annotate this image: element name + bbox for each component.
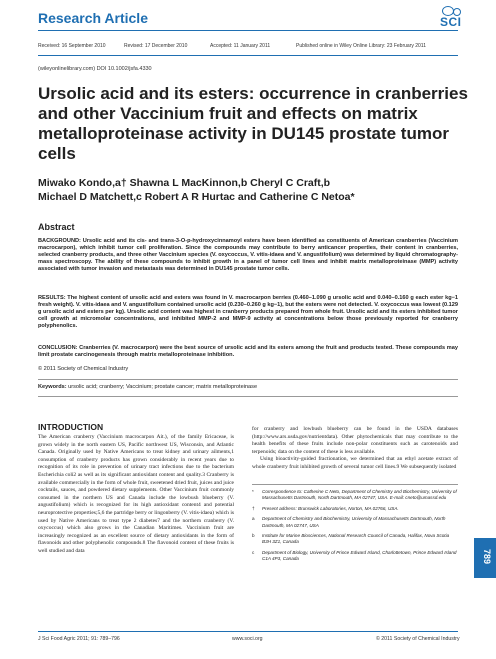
- author-list: [38, 176, 468, 204]
- journal-header: [0, 0, 496, 28]
- note-mark: c: [252, 549, 255, 555]
- revised-date: Revised: 17 December 2010: [124, 43, 188, 49]
- header-divider: [38, 30, 458, 31]
- abstract-copyright: © 2011 Society of Chemical Industry: [38, 366, 129, 372]
- note-mark: †: [252, 505, 255, 511]
- note-mark: *: [252, 489, 254, 494]
- accepted-date: Accepted: 11 January 2011: [210, 43, 271, 49]
- logo-text: SCI: [440, 15, 462, 29]
- footer-website[interactable]: www.soci.org: [232, 636, 263, 642]
- abstract-conclusion: CONCLUSION: Cranberries (V. macrocarpon) were the best source of ursolic acid and its esters among the fruit and products tested. These compounds may limit prostate carcinogenesis through matrix metalloproteinase inhibition.: [38, 345, 458, 358]
- author-notes: [252, 489, 458, 567]
- keywords-bottom-divider: [38, 396, 458, 397]
- authors-line-1: Miwako Kondo,a† Shawna L MacKinnon,b Cheryl C Craft,b: [38, 177, 331, 189]
- note-affiliation-c: [252, 550, 458, 563]
- note-text: Present address: Brunswick Laboratories, Norton, MA 02766, USA.: [262, 505, 399, 511]
- page-number-tab: [474, 538, 496, 578]
- footer-journal: J Sci Food Agric 2011; 91: 789–796: [38, 636, 120, 642]
- introduction-paragraph-1: The American cranberry (Vaccinium macrocarpon Ait.), of the family Ericaceae, is grown widely in the north eastern US, Pacific northwest US, Wisconsin, and Atlantic Canada. Originally used by Native Americans to treat kidney and urinary ailments,1 consumption of cranberry products has grown considerably in recent years due to recognition of its role in prevention of urinary tract infections due to the bacterium Escherichia coli2 as well as its significant antioxidant content and quality.3 Cranberry is available commercially in the form of whole fruit, sweetened dried fruit, juices and juice cocktails, sauces, and powdered dietary supplements. Other Vaccinium fruit commonly consumed in the northern US and Canada include the lowbush blueberry (V. angustifolium) which is recognized for its high antioxidant content4 and potential neuroprotective properties;5,6 the partridge berry or lingonberry (V. vitis-idaea) which is used by Native Americans to treat type 2 diabetes7 and the northern cranberry (V. oxycoccus) which also grows in the Canadian Maritimes. Vaccinium fruit are increasingly recognized as an excellent source of dietary antioxidants in the form of flavonoids and other polyphenolic compounds.8 The flavonoid content of these fruits is well studied and data: [38, 434, 234, 554]
- abstract-background: BACKGROUND: Ursolic acid and its cis- and trans-3-O-p-hydroxycinnamoyl esters have been identified as constituents of American cranberries (Vaccinium macrocarpon), which inhibit tumor cell proliferation. Since the compounds may contribute to berry anticancer properties, their content in cranberries, selected cranberry products, and three other Vaccinium species (V. oxycoccus, V. vitis-idaea and V. angustifolium) was determined by liquid chromatography-mass spectroscopy. The ability of these compounds to inhibit growth in a panel of tumor cell lines and inhibit matrix metalloproteinase (MMP) activity associated with tumor invasion and metastasis was determined in DU145 prostate tumor cells.: [38, 238, 458, 272]
- note-mark: b: [252, 533, 255, 539]
- introduction-paragraph-1-continued: for cranberry and lowbush blueberry can be found in the USDA databases (http://www.ars.usda.gov/nutrientdata). Other phytochemicals that may contribute to the health benefits of these fruits include non-polar constituents such as carotenoids and terpenoids; data on the content of these is less available.: [252, 426, 458, 455]
- note-affiliation-a: [252, 516, 458, 529]
- introduction-paragraph-2: Using bioactivity-guided fractionation, we determined that an ethyl acetate extract of whole cranberry fruit inhibited growth of several tumor cell lines.9 We subsequently isolated: [252, 456, 458, 470]
- note-text: Department of Biology, University of Prince Edward Island, Charlottetown, Prince Edward Island C1A 4P3, Canada: [262, 549, 457, 562]
- footer-divider: [38, 631, 458, 632]
- note-text: Department of Chemistry and Biochemistry, University of Massachusetts Dartmouth, North Dartmouth, MA 02747, USA: [262, 516, 446, 528]
- section-label: Research Article: [38, 10, 148, 26]
- note-affiliation-b: [252, 533, 458, 546]
- authors-line-2: Michael D Matchett,c Robert A R Hurtac and Catherine C Netoa*: [38, 191, 355, 203]
- introduction-left-column: [38, 434, 234, 556]
- published-date: Published online in Wiley Online Library: 23 February 2011: [296, 43, 426, 49]
- note-text: Correspondence to: Catherine C Neto, Department of Chemistry and Biochemistry, University of Massachusetts Dartmouth, North Dartmouth, MA 02747, USA. E-mail: cneto@umassd.edu: [262, 489, 457, 501]
- introduction-heading: INTRODUCTION: [38, 422, 104, 432]
- note-text: Institute for Marine Biosciences, National Research Council of Canada, Halifax, Nova Scotia B3H 3Z1, Canada: [262, 533, 450, 545]
- dates-divider: [38, 55, 458, 56]
- notes-divider: [252, 484, 458, 485]
- keywords-line: [38, 384, 458, 391]
- abstract-heading: Abstract: [38, 222, 75, 232]
- received-date: Received: 16 September 2010: [38, 43, 106, 49]
- doi-line: (wileyonlinelibrary.com) DOI 10.1002/jsfa.4330: [38, 66, 152, 72]
- keywords-top-divider: [38, 379, 458, 380]
- abstract-results: RESULTS: The highest content of ursolic acid and esters was found in V. macrocarpon berries (0.460–1.090 g ursolic acid and 0.040–0.160 g each ester kg−1 fresh weight). V. vitis-idaea and V. angustifolium contained ursolic acid (0.230–0.260 g kg−1), but the esters were not detected. V. oxycoccus was lowest (0.129 g ursolic acid and esters per kg). Ursolic acid content was highest in cranberry products prepared from whole fruit. Ursolic acid and its esters inhibited tumor cell growth at micromolar concentrations, and inhibited MMP-2 and MMP-9 activity at concentrations below those previously reported for cranberry polyphenolics.: [38, 295, 458, 329]
- note-present-address: [252, 506, 458, 512]
- note-mark: a: [252, 516, 255, 522]
- footer-copyright: © 2011 Society of Chemical Industry: [376, 636, 460, 642]
- keywords-text: ursolic acid; cranberry; Vaccinium; prostate cancer; matrix metalloproteinase: [66, 384, 258, 390]
- article-title: Ursolic acid and its esters: occurrence in cranberries and other Vaccinium fruit and effects on matrix metalloproteinase activity in DU145 prostate tumor cells: [38, 84, 468, 163]
- sci-logo-icon: [436, 6, 474, 28]
- keywords-label: Keywords:: [38, 384, 67, 390]
- note-correspondence: [252, 489, 458, 502]
- introduction-right-column: [252, 426, 458, 472]
- page-number: 789: [482, 549, 492, 565]
